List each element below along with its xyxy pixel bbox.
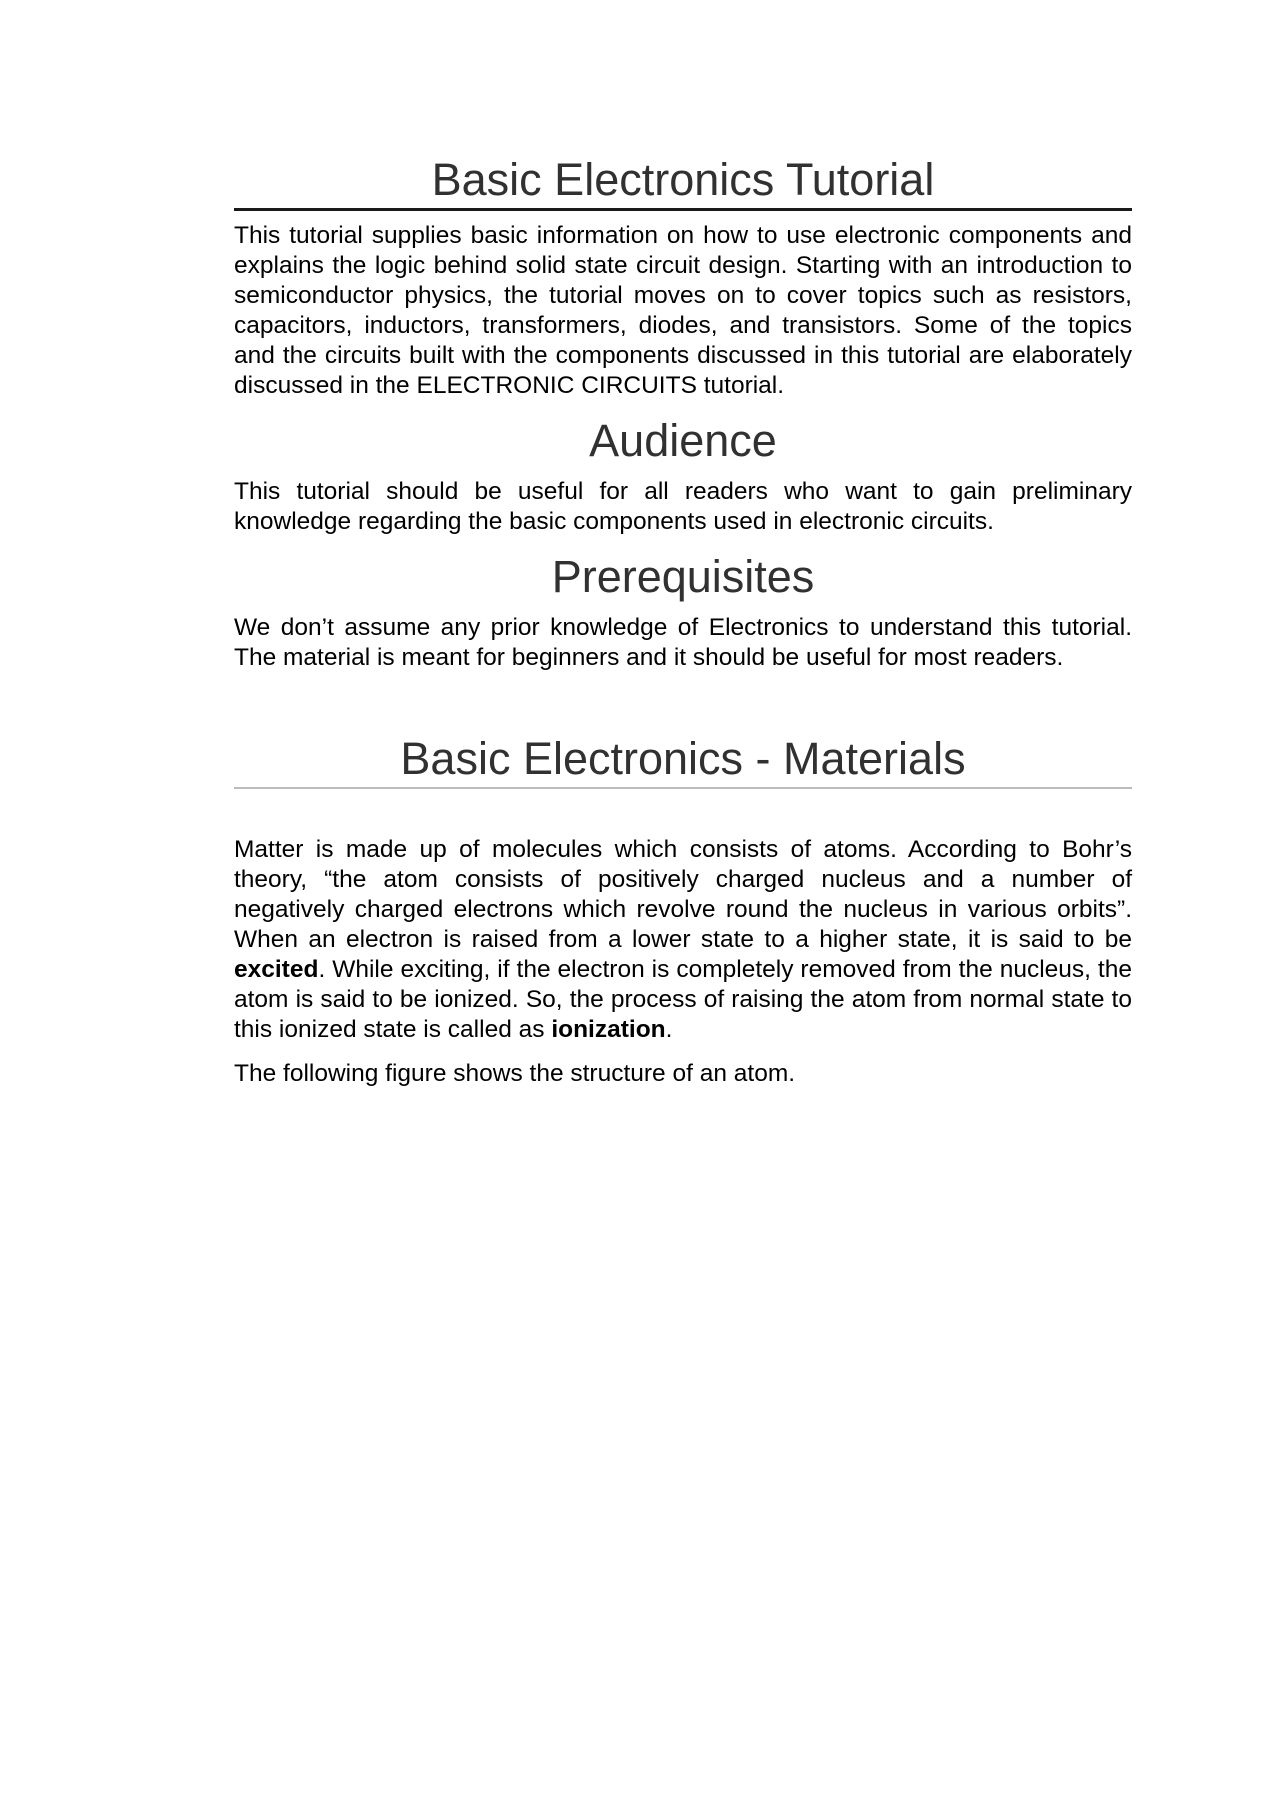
intro-paragraph: This tutorial supplies basic information on how to use electronic components and explains the logic behind solid state circuit design. Starting with an introduction to semiconductor physics, the tutorial moves on to cover topics such as resistors, capacitors, inductors, transformers, diodes, and transistors. Some of the topics and the circuits built with the components discussed in this tutorial are elaborately discussed in the ELECTRONIC CIRCUITS tutorial. [234, 222, 1132, 399]
materials-text-3: . [665, 1016, 673, 1043]
materials-heading: Basic Electronics - Materials [234, 733, 1132, 789]
materials-text-1: Matter is made up of molecules which consists of atoms. According to Bohr’s theory, “the atom consists of positively charged nucleus and a number of negatively charged electrons which revolve round the nucleus in various orbits”. When an electron is raised from a lower state to a higher state, it is said to be [234, 836, 1132, 953]
document-page [234, 0, 1132, 1089]
audience-paragraph: This tutorial should be useful for all readers who want to gain preliminary knowledge regarding the basic components used in electronic circuits. [234, 478, 1132, 535]
main-heading: Basic Electronics Tutorial [234, 154, 1132, 211]
prerequisites-heading: Prerequisites [551, 551, 815, 602]
figure-intro-paragraph: The following figure shows the structure of an atom. [234, 1060, 796, 1087]
materials-paragraph [234, 835, 1132, 1045]
prerequisites-paragraph: We don’t assume any prior knowledge of Electronics to understand this tutorial. The material is meant for beginners and it should be useful for most readers. [234, 614, 1132, 671]
materials-text-2: . While exciting, if the electron is completely removed from the nucleus, the atom is said to be ionized. So, the process of raising the atom from normal state to this ionized state is called as [234, 956, 1132, 1043]
excited-term: excited [234, 956, 319, 983]
audience-heading: Audience [589, 415, 777, 466]
ionization-term: ionization [551, 1016, 666, 1043]
